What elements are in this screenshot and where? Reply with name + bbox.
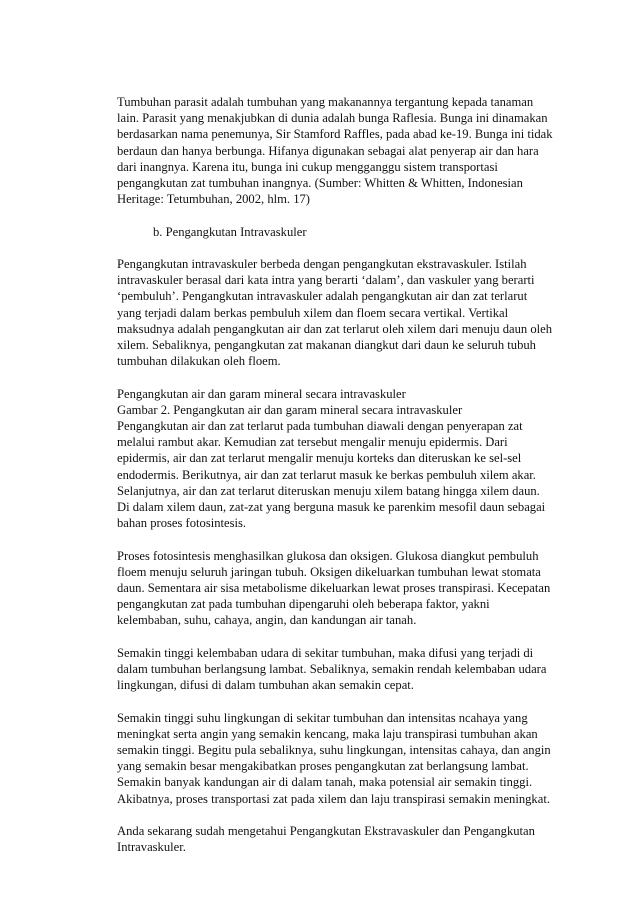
- text-line: epidermis, air dan zat terlarut mengalir menuju korteks dan diteruskan ke sel-sel: [117, 451, 522, 466]
- text-line: lingkungan, difusi di dalam tumbuhan akan semakin cepat.: [117, 678, 414, 693]
- text-line: intravaskuler berasal dari kata intra yang berarti ‘dalam’, dan vaskuler yang berarti: [117, 273, 535, 288]
- text-line: bahan proses fotosintesis.: [117, 516, 247, 531]
- text-line: Semakin tinggi kelembaban udara di sekitar tumbuhan, maka difusi yang terjadi di: [117, 645, 534, 660]
- text-line: Akibatnya, proses transportasi zat pada xilem dan laju transpirasi semakin meningkat.: [117, 791, 550, 806]
- paragraph-humidity: [117, 645, 567, 694]
- text-line: Heritage: Tetumbuhan, 2002, hlm. 17): [117, 192, 311, 207]
- text-line: meningkat serta angin yang semakin kencang, maka laju transpirasi tumbuhan akan: [117, 726, 538, 741]
- text-line: melalui rambut akar. Kemudian zat tersebut mengalir menuju epidermis. Dari: [117, 435, 508, 450]
- text-line: Pengangkutan intravaskuler berbeda dengan pengangkutan ekstravaskuler. Istilah: [117, 257, 527, 271]
- text-line: yang semakin besar mengakibatkan proses pengangkutan zat berlangsung lambat.: [117, 759, 529, 774]
- text-line: pengangkutan zat pada tumbuhan dipengaruhi oleh beberapa faktor, yakni: [117, 597, 490, 612]
- document-body: [117, 94, 567, 872]
- text-line: ‘pembuluh’. Pengangkutan intravaskuler adalah pengangkutan air dan zat terlarut: [117, 289, 528, 304]
- text-line: Tumbuhan parasit adalah tumbuhan yang makanannya tergantung kepada tanaman: [117, 95, 534, 109]
- paragraph-photosynthesis: [117, 548, 567, 629]
- text-line: maksudnya adalah pengangkutan air dan zat terlarut oleh xilem dari menuju daun oleh: [117, 321, 553, 336]
- text-line: Semakin tinggi suhu lingkungan di sekitar tumbuhan dan intensitas ncahaya yang: [117, 710, 528, 725]
- text-line: xilem. Sebaliknya, pengangkutan zat makanan diangkut dari daun ke seluruh tubuh: [117, 338, 536, 353]
- text-line: berdaun dan hanya berbunga. Hifanya digunakan sebagai alat penyerap air dan hara: [117, 143, 539, 158]
- figure-caption: Gambar 2. Pengangkutan air dan garam mineral secara intravaskuler: [117, 402, 463, 417]
- text-line: dari inangnya. Karena itu, bunga ini cukup mengganggu sistem transportasi: [117, 159, 498, 174]
- section-heading-text: b. Pengangkutan Intravaskuler: [153, 224, 307, 239]
- text-line: Proses fotosintesis menghasilkan glukosa dan oksigen. Glukosa diangkut pembuluh: [117, 548, 539, 563]
- text-line: pengangkutan zat tumbuhan inangnya. (Sumber: Whitten & Whitten, Indonesian: [117, 176, 523, 191]
- paragraph-conclusion: [117, 823, 567, 855]
- text-line: Intravaskuler.: [117, 840, 186, 855]
- text-line: floem menuju seluruh jaringan tubuh. Oksigen dikeluarkan tumbuhan lewat stomata: [117, 564, 541, 579]
- text-line: semakin tinggi. Begitu pula sebaliknya, suhu lingkungan, intensitas cahaya, dan angin: [117, 743, 551, 758]
- text-line: berdasarkan nama penemunya, Sir Stamford Raffles, pada abad ke-19. Bunga ini tidak: [117, 127, 553, 142]
- text-line: Pengangkutan air dan garam mineral secara intravaskuler: [117, 386, 406, 401]
- text-line: Semakin banyak kandungan air di dalam tanah, maka potensial air semakin tinggi.: [117, 775, 533, 790]
- text-line: Di dalam xilem daun, zat-zat yang berguna masuk ke parenkim mesofil daun sebagai: [117, 500, 546, 515]
- paragraph-temperature-light: [117, 710, 567, 807]
- section-heading: [117, 224, 567, 240]
- text-line: yang terjadi dalam berkas pembuluh xilem dan floem secara vertikal. Vertikal: [117, 305, 509, 320]
- text-line: Pengangkutan air dan zat terlarut pada tumbuhan diawali dengan penyerapan zat: [117, 419, 523, 434]
- text-line: lain. Parasit yang menakjubkan di dunia adalah bunga Raflesia. Bunga ini dinamakan: [117, 111, 548, 126]
- paragraph-intravaskuler-definition: [117, 256, 567, 369]
- paragraph-rafflesia: [117, 94, 567, 207]
- text-line: dalam tumbuhan berlangsung lambat. Sebaliknya, semakin rendah kelembaban udara: [117, 662, 547, 677]
- text-line: endodermis. Berikutnya, air dan zat terlarut masuk ke berkas pembuluh xilem akar.: [117, 467, 536, 482]
- text-line: daun. Sementara air sisa metabolisme dikeluarkan lewat proses transpirasi. Kecepatan: [117, 581, 551, 596]
- paragraph-water-mineral-transport: [117, 386, 567, 532]
- text-line: Anda sekarang sudah mengetahui Pengangkutan Ekstravaskuler dan Pengangkutan: [117, 824, 535, 839]
- text-line: Selanjutnya, air dan zat terlarut diteruskan menuju xilem batang hingga xilem daun.: [117, 483, 540, 498]
- text-line: kelembaban, suhu, cahaya, angin, dan kandungan air tanah.: [117, 613, 417, 628]
- text-line: tumbuhan dilakukan oleh floem.: [117, 354, 281, 369]
